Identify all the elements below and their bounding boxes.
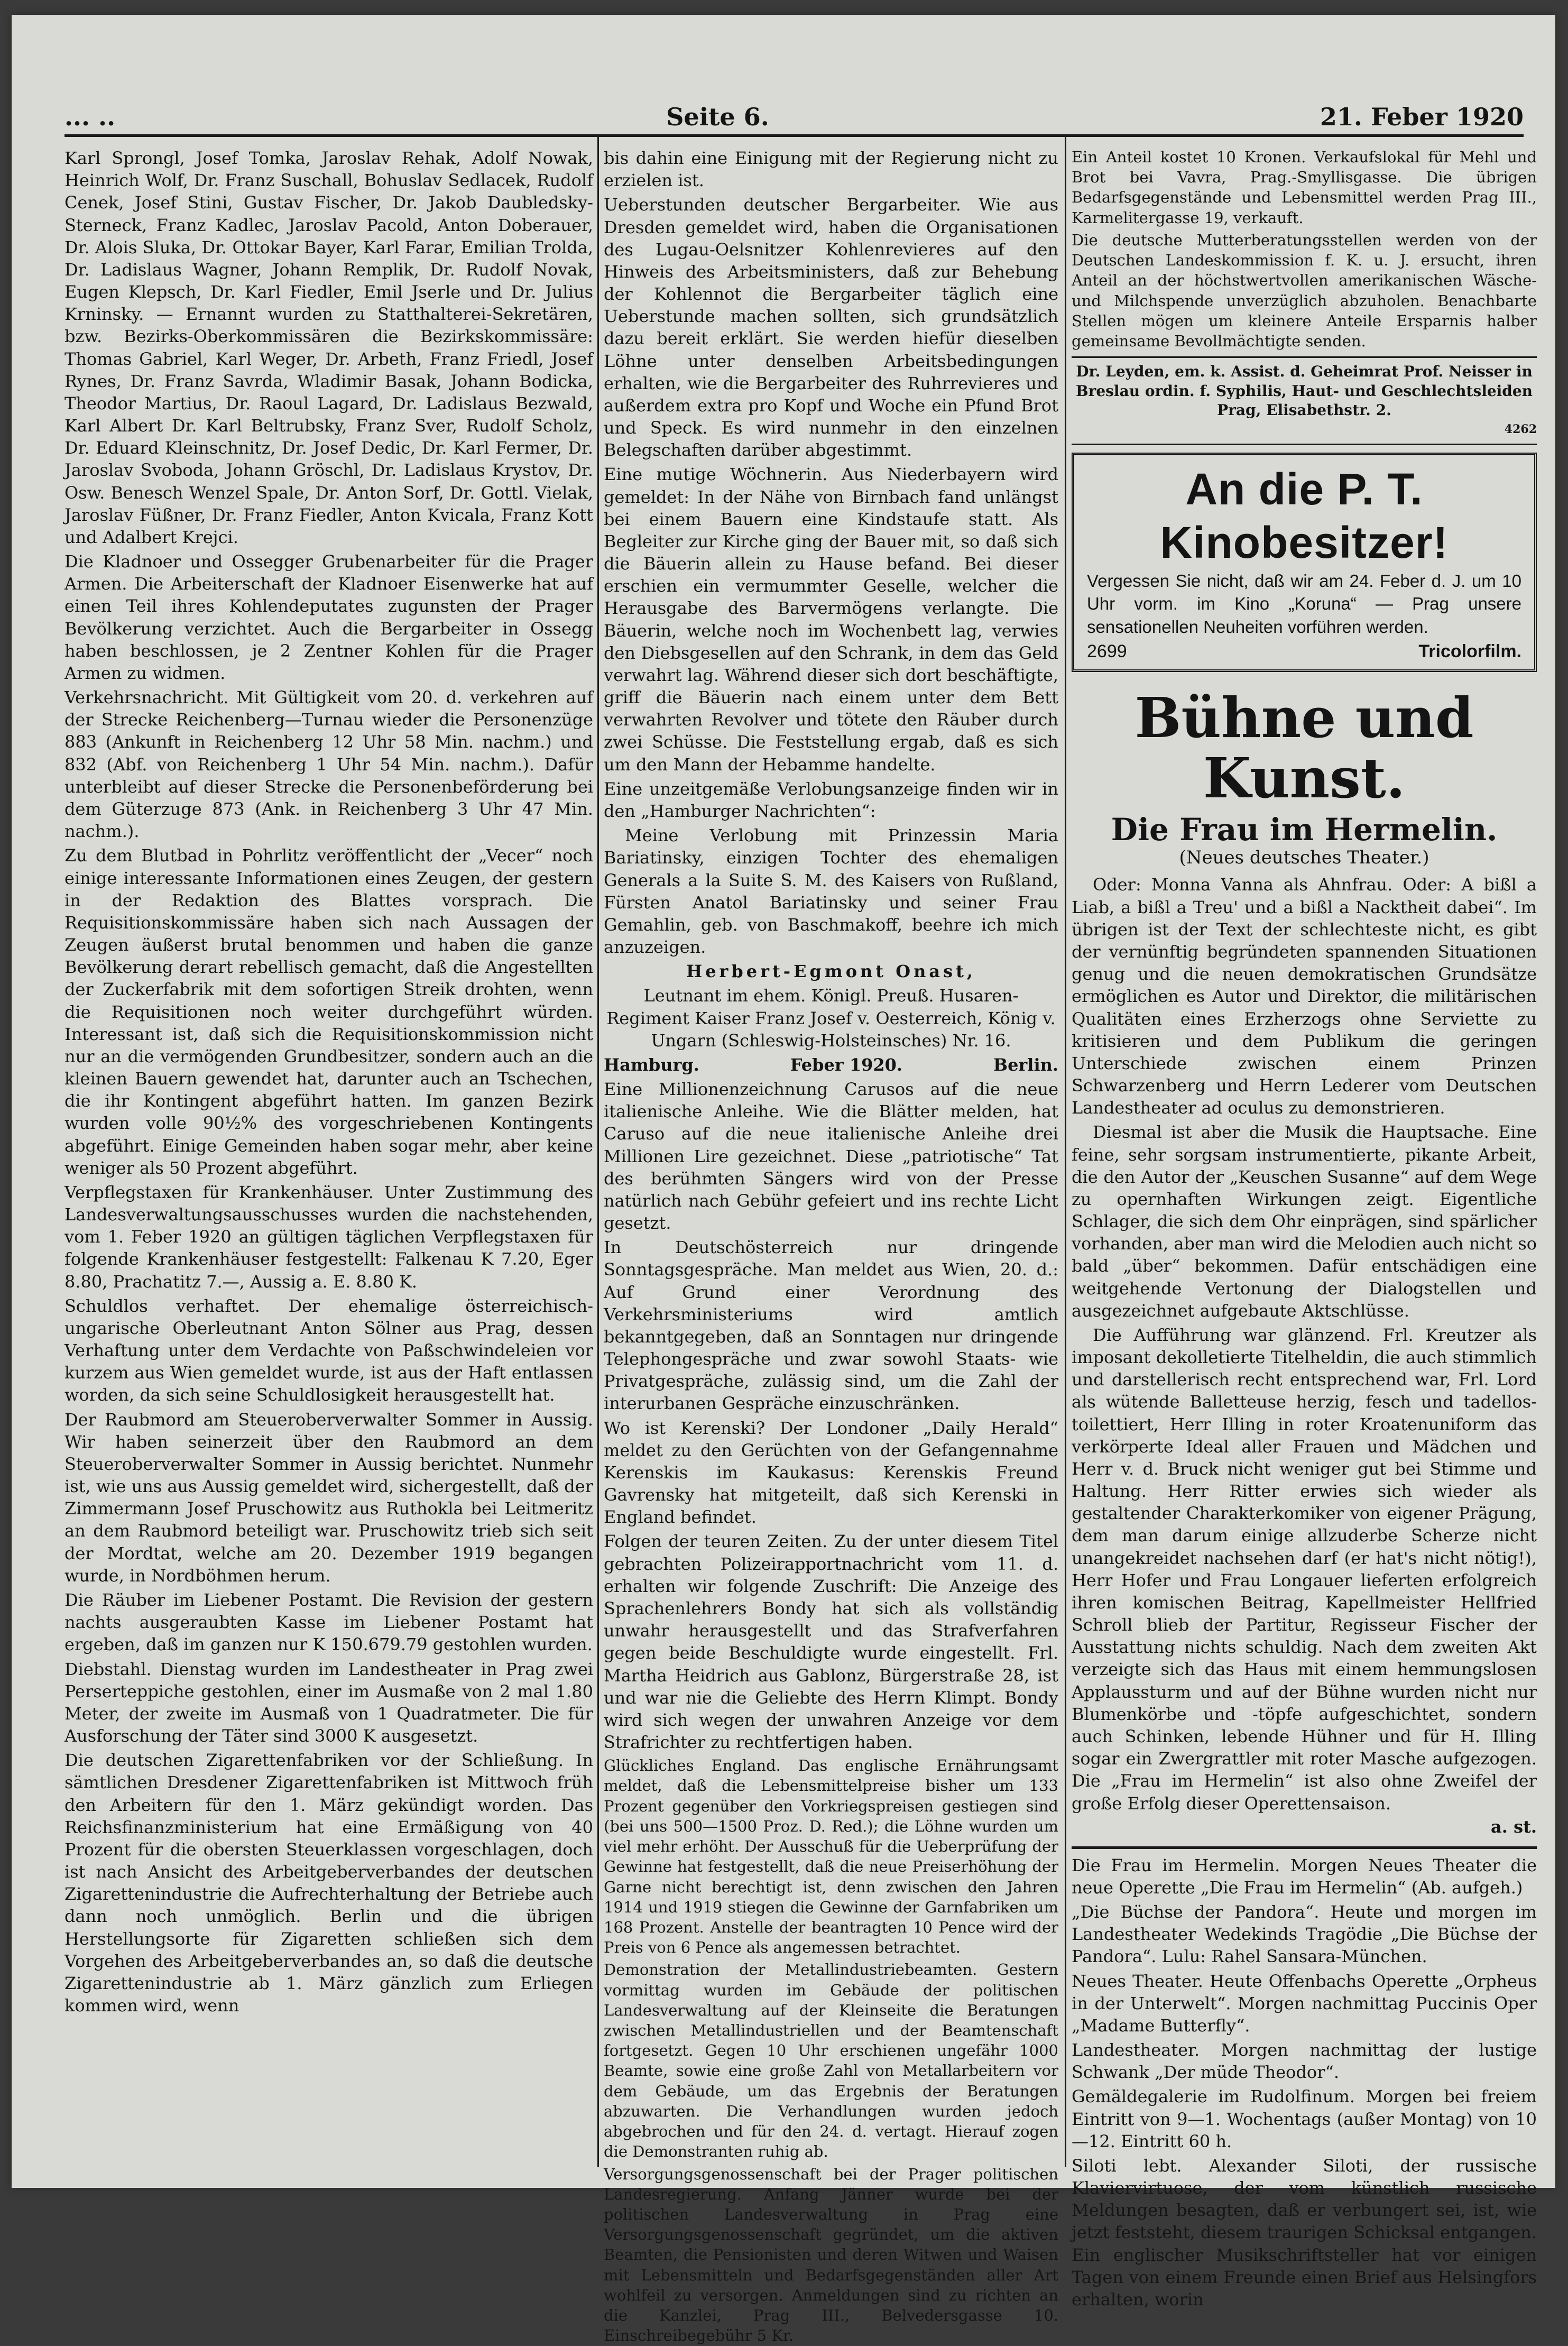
theatre-note-1: Die Frau im Hermelin. Morgen Neues Theater die neue Operette „Die Frau im Hermelin“ (Ab. aufgeh.) [1072,1855,1537,1898]
theatre-note-2: „Die Büchse der Pandora“. Heute und morgen im Landestheater Wedekinds Tragödie „Die Büchse der Pandora“. Lulu: Rahel Sansara-München. [1072,1902,1537,1967]
article-wrongful-arrest: Schuldlos verhaftet. Der ehemalige österreichisch-ungarische Oberleutnant Anton Sölner aus Prag, dessen Verhaftung unter dem Verdachte von Paßschwindeleien vor kurzem aus Wien gemeldet wurde, ist aus der Haft entlassen worden, da sich seine Schuldlosigkeit herausgestellt hat. [64,1295,593,1405]
article-cooperative-cont: Ein Anteil kostet 10 Kronen. Verkaufslokal für Mehl und Brot bei Vavra, Prag.-Smyllisgasse. Die übrigen Bedarfsgegenstände und Lebensmittel werden Prag III., Karmelitergasse 19, verkauft. [1072,148,1537,227]
article-engagement-intro: Eine unzeitgemäße Verlobungsanzeige finden wir in den „Hamburger Nachrichten“: [604,778,1058,821]
article-miners-overtime: Ueberstunden deutscher Bergarbeiter. Wie aus Dresden gemeldet wird, haben die Organisationen des Lugau-Oelsnitzer Kohlenrevieres auf den Hinweis des Arbeitsministers, daß zur Behebung der Kohlennot die Bergarbeiter täglich eine Ueberstunde machen sollten, sich grundsätzlich dazu bereit erklärt. Sie werden hiefür dieselben Löhne unter denselben Arbeitsbedingungen erhalten, wie die Bergarbeiter des Ruhrrevieres und außerdem extra pro Kopf und Woche ein Pfund Brot und Speck. Es wird nunmehr in den einzelnen Belegschaften darüber abgestimmt. [604,195,1058,461]
article-hospital-rates: Verpflegstaxen für Krankenhäuser. Unter Zustimmung des Landesverwaltungsausschusses wurden die nachstehenden, vom 1. Feber 1920 an gültigen täglichen Verpflegstaxen für folgende Krankenhäuser festgestellt: Falkenau K 7.20, Eger 8.80, Prachatitz 7.—, Aussig a. E. 8.80 K. [64,1182,593,1292]
review-para-1: Oder: Monna Vanna als Ahnfrau. Oder: A bißl a Liab, a bißl a Treu' und a bißl a Nacktheit dabei“. Im übrigen ist der Text der schlechteste nicht, es gibt der vernünftig begründeten spannenden Situationen genug und die neuen demokratischen Grundsätze ermöglichen es Autor und Direktor, die militärischen Qualitäten eines Erzherzogs ohne Serviette zu kritisieren und dem Publikum die geringen Unterschiede zwischen einem Prinzen Schwarzenberg und Herrn Lederer vom Deutschen Landestheater ad oculus zu demonstrieren. [1072,875,1537,1118]
engagement-date: Feber 1920. [790,1054,903,1075]
section-title: Bühne und Kunst. [1135,685,1474,811]
article-continuation: bis dahin eine Einigung mit der Regierung nicht zu erzielen ist. [604,148,1058,191]
article-cigarette-factories: Die deutschen Zigarettenfabriken vor der Schließung. In sämtlichen Dresdener Zigarettenfabriken ist Mittwoch früh den Arbeitern für den 1. März gekündigt worden. Das Reichsfinanzministerium hat eine Ermäßigung von 40 Prozent für die obersten Steuerklassen vorgeschlagen, doch ist nach Ansicht des Arbeitgeberverbandes der deutschen Zigarettenindustrie die Aufrechterhaltung der Betriebe auch dann noch unmöglich. Berlin und die übrigen Herstellungsorte für Zigaretten schließen sich dem Vorgehen des Arbeitgeberverbandes an, so daß die deutsche Zigarettenindustrie ab 1. März gänzlich zum Erliegen kommen wird, wenn [64,1750,593,2016]
kino-advertisement [1072,453,1537,672]
page-number: Seite 6. [666,103,769,131]
article-caruso: Eine Millionenzeichnung Carusos auf die neue italienische Anleihe. Wie die Blätter melden, hat Caruso auf die neue italienische Anleihe drei Millionen Lire gezeichnet. Diese „patriotische“ Tat des berühmten Sängers wird von der Presse natürlich nach Gebühr gefeiert und ins rechte Licht gesetzt. [604,1079,1058,1234]
doctor-notice-text: Dr. Leyden, em. k. Assist. d. Geheimrat Prof. Neisser in Breslau ordin. f. Syphilis, Haut- und Geschlechtsleiden Prag, Elisabethstr. 2. [1075,363,1533,419]
review-venue: (Neues deutsches Theater.) [1179,847,1429,869]
article-sunday-calls: In Deutschösterreich nur dringende Sonntagsgespräche. Man meldet aus Wien, 20. d.: Auf Grund einer Verordnung des Verkehrsministeriums wird amtlich bekanntgegeben, daß an Sonntagen nur dringende Telephongespräche und zwar sowohl Staats- wie Privatgespräche, zulässig sind, um die Zahl der interurbanen Gespräche einzuschränken. [604,1237,1058,1414]
doctor-notice [1072,356,1537,445]
theatre-note-6: Siloti lebt. Alexander Siloti, der russische Klaviervirtuose, der vom künstlich russische Meldungen besagten, daß er verbungert sei, ist, wie jetzt feststeht, diesem traurigen Schicksal entgangen. Ein englischer Musikschriftsteller hat vor einigen Tagen von einem Freunde einen Brief aus Helsingfors erhalten, worin [1072,2155,1537,2310]
article-traffic-notice: Verkehrsnachricht. Mit Gültigkeit vom 20. d. verkehren auf der Strecke Reichenberg—Turnau wieder die Personenzüge 883 (Ankunft in Reichenberg 12 Uhr 58 Min. nachm.) und 832 (Abf. von Reichenberg 1 Uhr 54 Min. nachm.). Dafür unterbleibt auf dieser Strecke die Personenbeförderung bei dem Güterzuge 873 (Ank. in Reichenberg 3 Uhr 47 Min. nachm.). [64,687,593,842]
article-brave-mother: Eine mutige Wöchnerin. Aus Niederbayern wird gemeldet: In der Nähe von Birnbach fand unlängst bei einem Bauern eine Kindstaufe statt. Als Begleiter zur Kirche ging der Bauer mit, so daß sich die Bäuerin allein zu Hause befand. Bei dieser erschien ein vermummter Geselle, welcher die Herausgabe des Barvermögens verlangte. Die Bäuerin, welche noch im Wochenbett lag, verwies den Diebsgesellen auf den Schrank, in dem das Geld verwahrt lag. Während dieser sich dort beschäftigte, griff die Bäuerin nach einem unter dem Bett verwahrten Revolver und tötete den Räuber durch zwei Schüsse. Die Feststellung ergab, daß es sich um den Mann der Hebamme handelte. [604,464,1058,775]
column-2 [604,147,1058,2345]
issue-date: 21. Feber 1920 [1320,103,1524,131]
review-para-2: Diesmal ist aber die Musik die Hauptsache. Eine feine, sehr sorgsam instrumentierte, pikante Arbeit, die den Autor der „Keuschen Susanne“ auf dem Wege zu opernhaften Wirkungen zeigt. Eigentliche Schlager, die sich dem Ohr einprägen, sind spärlicher vorhanden, aber man wird die Melodien auch nicht so bald „über“ bekommen. Dafür entschädigen eine weitgehende Vertonung der Dialogstellen und ausgezeichnet aufgebaute Aktschlüsse. [1072,1122,1537,1321]
ad-number: 2699 [1087,641,1127,661]
column-3 [1072,147,1537,2310]
article-expensive-times: Folgen der teuren Zeiten. Zu der unter diesem Titel gebrachten Polizeirapportnachricht vom 11. d. erhalten wir folgende Zuschrift: Die Anzeige des Sprachenlehrers Bondy hat sich als vollständig unwahr herausgestellt und das Strafverfahren gegen beide Beschuldigte wurde eingestellt. Frl. Martha Heidrich aus Gablonz, Bürgerstraße 28, ist und war nie die Geliebte des Herrn Klimpt. Bondy wird sich wegen der unwahren Anzeige vor dem Strafrichter zu rechtfertigen haben. [604,1531,1058,1753]
review-title: Die Frau im Hermelin. [1111,811,1498,848]
section-divider [1072,1846,1537,1849]
article-appointments: Karl Sprongl, Josef Tomka, Jaroslav Rehak, Adolf Nowak, Heinrich Wolf, Dr. Franz Suschall, Bohuslav Sedlacek, Rudolf Cenek, Josef Stini, Gustav Fischer, Dr. Jakob Daubledsky-Sterneck, Franz Kadlec, Jaroslav Pacold, Anton Doberauer, Dr. Alois Sluka, Dr. Ottokar Bayer, Karl Farar, Emilian Trolda, Dr. Ladislaus Wagner, Johann Remplik, Dr. Rudolf Novak, Eugen Klepsch, Dr. Karl Fiedler, Emil Jserle und Dr. Julius Krninsky. — Ernannt wurden zu Statthalterei-Sekretären, bzw. Bezirks-Oberkommissären die Bezirkskommissäre: Thomas Gabriel, Karl Weger, Dr. Arbeth, Franz Friedl, Josef Rynes, Dr. Franz Savrda, Wladimir Basak, Johann Bodicka, Theodor Martius, Dr. Raoul Lagard, Dr. Ladislaus Bezwald, Karl Albert Dr. Karl Beltrubsky, Franz Sver, Rudolf Scholz, Dr. Eduard Kleinschnitz, Dr. Josef Dedic, Dr. Karl Fermer, Dr. Jaroslav Svoboda, Johann Gröschl, Dr. Ladislaus Krystov, Dr. Osw. Benesch Wenzel Spale, Dr. Anton Sorf, Dr. Gottl. Vielak, Jaroslav Füßner, Dr. Franz Fiedler, Anton Kvicala, Franz Kott und Adalbert Krejci. [64,148,593,547]
article-miners-donation: Die Kladnoer und Ossegger Grubenarbeiter für die Prager Armen. Die Arbeiterschaft der Kladnoer Eisenwerke hat auf einen Teil ihres Kohlendeputates zugunsten der Prager Bevölkerung verzichtet. Auch die Bergarbeiter in Ossegg haben beschlossen, je 2 Zentner Kohlen für die Prager Armen zu widmen. [64,551,593,683]
review-para-3: Die Aufführung war glänzend. Frl. Kreutzer als imposant dekolletierte Titelheldin, die auch stimmlich und darstellerisch recht entsprechend war, Frl. Lord als wütende Balletteuse herzig, fesch und tadellos-toilettiert, Herr Illing in roter Kroatenuniform das verkörperte Ideal aller Frauen und Mädchen und Herr v. d. Bruck nicht weniger gut bei Stimme und Haltung. Herr Ritter erwies sich wieder als gestaltender Charakterkomiker von eigener Prägung, dem man darum einige allzuderbe Scherze nicht unangekreidet nachsehen darf (er hat's nicht nötig!), Herr Hofer und Frau Longauer lieferten erfolgreich ihren komischen Beitrag, Kapellmeister Hellfried Schroll blieb der Partitur, Regisseur Fischer der Ausstattung nichts schuldig. Nach dem zweiten Akt verzeigte sich das Haus mit einem hemmungslosen Applaussturm und auf der Bühne wurden nicht nur Blumenkörbe und -töpfe aufgeschichtet, sondern auch Schinken, lebende Hühner und für H. Illing sogar ein Zwergrattler mit roter Masche aufgezogen. Die „Frau im Hermelin“ ist also ohne Zweifel der große Erfolg dieser Operettensaison. [1072,1324,1537,1814]
ad-headline: An die P. T. Kinobesitzer! [1160,464,1449,567]
article-england: Glückliches England. Das englische Ernährungsamt meldet, daß die Lebensmittelpreise bisher um 133 Prozent gegenüber den Vorkriegspreisen gestiegen sind (bei uns 500—1500 Proz. D. Red.); die Löhne wurden um viel mehr erhöht. Der Ausschuß für die Ueberprüfung der Gewinne hat festgestellt, daß die neue Preiserhöhung der Garne nicht berechtigt ist, denn zwischen den Jahren 1914 und 1919 stiegen die Gewinne der Garnfabriken um 168 Prozent. Anstelle der beantragten 10 Pence wird der Preis von 6 Pence als angemessen betrachtet. [604,1756,1058,1957]
engagement-rank: Leutnant im ehem. Königl. Preuß. Husaren-Regiment Kaiser Franz Josef v. Oesterreich, König v. Ungarn (Schleswig-Holsteinsches) Nr. 16. [606,986,1056,1051]
article-demonstration: Demonstration der Metallindustriebeamten. Gestern vormittag wurden im Gebäude der politischen Landesverwaltung auf der Kleinseite die Beratungen zwischen Metallindustriellen und der Beamtenschaft fortgesetzt. Gegen 10 Uhr erschienen ungefähr 1000 Beamte, sowie eine große Zahl von Metallarbeitern vor dem Gebäude, um das Ergebnis der Beratungen abzuwarten. Die Verhandlungen wurden jedoch abgebrochen und für den 24. d. vertagt. Hierauf zogen die Demonstranten ruhig ab. [604,1961,1058,2161]
newspaper-page [12,15,1555,2345]
ad-body: Vergessen Sie nicht, daß wir am 24. Feber d. J. um 10 Uhr vorm. im Kino „Koruna“ — Prag unsere sensationellen Neuheiten vorführen werden. [1087,571,1521,637]
ad-footer [1087,641,1521,662]
header-left: ... .. [64,103,116,131]
page-header [64,94,1524,137]
engagement-name: Herbert-Egmont Onast, [686,961,976,982]
engagement-text: Meine Verlobung mit Prinzessin Maria Bariatinsky, einzigen Tochter des ehemaligen Generals a la Suite S. M. des Kaisers von Rußland, Fürsten Anatol Bariatinsky und seiner Frau Gemahlin, geb. von Baschmakoff, beehre ich mich anzuzeigen. [604,825,1058,958]
article-kerenski: Wo ist Kerenski? Der Londoner „Daily Herald“ meldet zu den Gerüchten von der Gefangennahme Kerenskis im Kaukasus: Kerenskis Freund Gavrensky hat mitgeteilt, daß sich Kerenski in England befindet. [604,1418,1058,1528]
article-cooperative: Versorgungsgenossenschaft bei der Prager politischen Landesregierung. Anfang Jänner wurde bei der politischen Landesverwaltung in Prag eine Versorgungsgenossenschaft gegründet, um die aktiven Beamten, die Pensionisten und deren Witwen und Waisen mit Lebensmitteln und Bedarfsgegenständen aller Art wohlfeil zu versorgen. Anmeldungen sind zu richten an die Kanzlei, Prag III., Belvedersgasse 10. Einschreibegebühr 5 Kr. [604,2165,1058,2345]
review-signature: a. st. [1491,1816,1537,1837]
article-mother-counsel: Die deutsche Mutterberatungsstellen werden von der Deutschen Landeskommission f. K. u. J. ersucht, ihren Anteil an der höchstwertvollen amerikanischen Wäsche- und Milchspende unverzüglich abzuholen. Benachbarte Stellen mögen um kleinere Anteile Ersparnis halber gemeinsame Bevollmächtigte senden. [1072,231,1537,350]
article-pohrlitz: Zu dem Blutbad in Pohrlitz veröffentlicht der „Vecer“ noch einige interessante Informationen eines Zeugen, der gestern in der Redaktion des Blattes vorsprach. Die Requisitionskommissäre haben sich nach Aussagen der Zeugen äußerst brutal benommen und haben die ganze Bevölkerung derart rebellisch gemacht, daß die Angestellten der Zuckerfabrik mit dem sofortigen Streik drohten, wenn die Requisitionen noch weiter durchgeführt würden. Interessant ist, daß sich die Requisitionskommission nicht nur an die vermögenden Grundbesitzer, sondern auch an die kleinen Bauern gewendet hat, darunter auch an Tschechen, die ihr Kontingent abgeführt hatten. Im ganzen Bezirk wurden volle 90½% des vorgeschriebenen Kontingents abgeführt. Einige Gemeinden haben sogar mehr, aber keine weniger als 50 Prozent abgeführt. [64,845,593,1178]
engagement-city-1: Hamburg. [604,1054,699,1075]
article-robbery-murder: Der Raubmord am Steueroberverwalter Sommer in Aussig. Wir haben seinerzeit über den Raubmord an dem Steueroberverwalter Sommer in Aussig berichtet. Nunmehr ist, wie uns aus Aussig gemeldet wird, sichergestellt, daß der Zimmermann Josef Pruschowitz aus Ruthokla bei Leitmeritz an dem Raubmord beteiligt war. Pruschowitz trieb sich seit der Mordtat, welche am 20. Dezember 1919 begangen wurde, in Nordböhmen herum. [64,1409,593,1586]
column-rule [1065,136,1066,2167]
column-rule [597,136,599,2167]
theatre-note-3: Neues Theater. Heute Offenbachs Operette „Orpheus in der Unterwelt“. Morgen nachmittag Puccinis Oper „Madame Butterfly“. [1072,1971,1537,2036]
column-1 [64,147,593,2167]
article-post-office: Die Räuber im Liebener Postamt. Die Revision der gestern nachts ausgeraubten Kasse im Liebener Postamt hat ergeben, daß im ganzen nur K 150.679.79 gestohlen wurden. [64,1590,593,1655]
doctor-notice-number: 4262 [1504,422,1537,437]
engagement-city-2: Berlin. [993,1054,1058,1075]
ad-signature: Tricolorfilm. [1418,641,1521,661]
engagement-place-line [604,1054,1058,1076]
theatre-note-4: Landestheater. Morgen nachmittag der lustige Schwank „Der müde Theodor“. [1072,2040,1537,2083]
article-theft: Diebstahl. Dienstag wurden im Landestheater in Prag zwei Perserteppiche gestohlen, einer im Ausmaße von 2 mal 1.80 Meter, der zweite im Ausmaß von 1 Quadratmeter. Die für Ausforschung der Täter sind 3000 K ausgesetzt. [64,1659,593,1746]
theatre-note-5: Gemäldegalerie im Rudolfinum. Morgen bei freiem Eintritt von 9—1. Wochentags (außer Montag) von 10—12. Eintritt 60 h. [1072,2086,1537,2151]
